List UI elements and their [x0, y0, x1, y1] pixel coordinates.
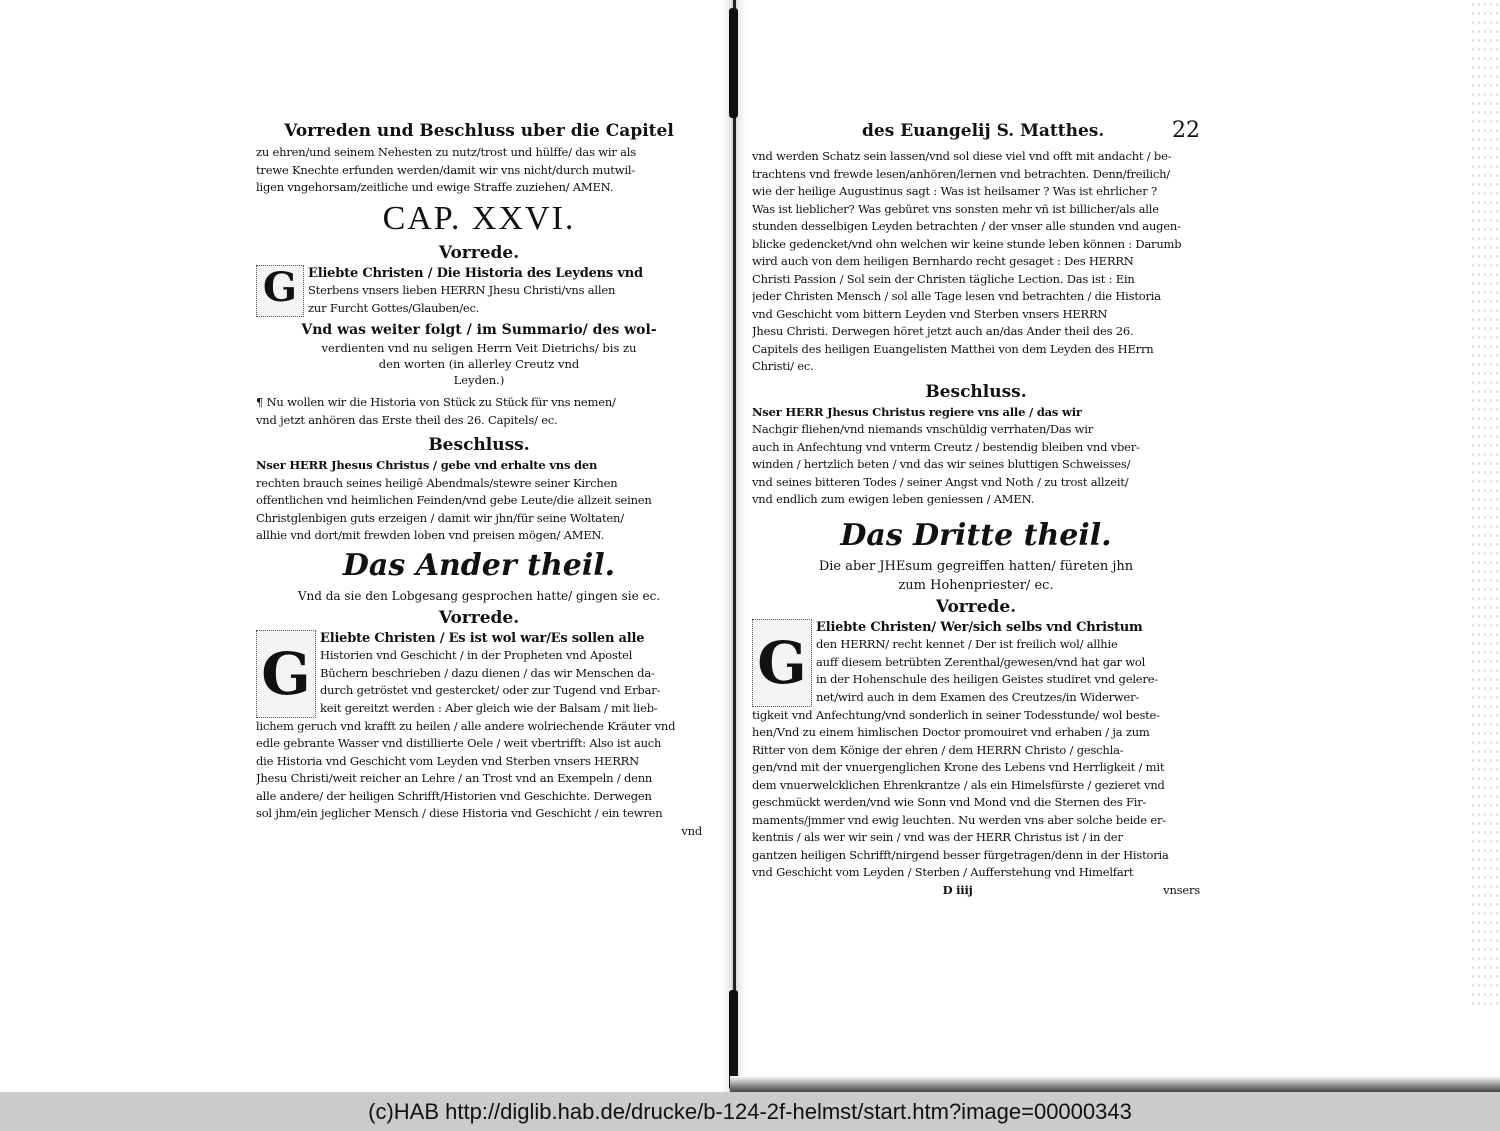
- part-heading: Das Ander theil.: [342, 547, 616, 583]
- copyright-footer: (c)HAB http://diglib.hab.de/drucke/b-124-2f-helmst/start.htm?image=00000343: [0, 1092, 1500, 1131]
- catchword-row: [752, 882, 1200, 900]
- text-line: vnd Geschicht vom bittern Leyden vnd Sterben vnsers HERRN: [752, 306, 1108, 321]
- chapter-heading: CAP. XXVI.: [382, 199, 576, 237]
- running-head: des Euangelij S. Matthes.: [862, 121, 1105, 141]
- right-page: [752, 118, 1200, 899]
- text-line: durch getröstet vnd gestercket/ oder zur Tugend vnd Erbar-: [320, 683, 661, 697]
- text-line: jeder Christen Mensch / sol alle Tage lesen vnd betrachten / die Historia: [752, 289, 1161, 303]
- text-line: sol jhm/ein jeglicher Mensch / diese Historia vnd Geschicht / ein tewren: [256, 806, 663, 820]
- text-line: vnd Geschicht vom Leyden / Sterben / Aufferstehung vnd Himelfart: [752, 865, 1134, 879]
- text-line: tigkeit vnd Anfechtung/vnd sonderlich in seiner Todesstunde/ wol beste-: [752, 707, 1160, 722]
- decorated-initial: G: [256, 265, 304, 318]
- text-line: vnd seines bitteren Todes / seiner Angst vnd Noth / zu trost allzeit/: [752, 474, 1129, 489]
- text-line: Capitels des heiligen Euangelisten Matthei von dem Leyden des HErrn: [752, 341, 1154, 356]
- text-line: Was ist lieblicher? Was gebüret vns sonsten mehr vñ ist billicher/als alle: [752, 201, 1159, 216]
- text-line: den worten (in allerley Creutz vnd: [378, 357, 580, 371]
- page-number: 22: [1172, 118, 1200, 143]
- section-heading: Vorrede.: [935, 596, 1017, 617]
- section-heading: Beschluss.: [428, 435, 530, 455]
- text-line: in der Hohenschule des heiligen Geistes studiret vnd gelere-: [816, 672, 1158, 686]
- text-line: net/wird auch in dem Examen des Creutzes/in Widerwer-: [816, 689, 1140, 704]
- spine-line: [733, 0, 736, 1092]
- text-line: Jhesu Christi/weit reicher an Lehre / an Trost vnd an Exempeln / denn: [256, 771, 653, 785]
- section-heading: Vorrede.: [438, 242, 520, 263]
- body-block: [752, 707, 1200, 882]
- text-line: Leyden.): [453, 373, 505, 387]
- text-line: verdienten vnd nu seligen Herrn Veit Dietrichs/ bis zu: [321, 341, 637, 355]
- decorated-paragraph: [752, 619, 1200, 707]
- text-line: offentlichen vnd heimlichen Feinden/vnd gebe Leute/die allzeit seinen: [256, 493, 652, 507]
- running-head: Vorreden und Beschluss uber die Capitel: [284, 121, 674, 141]
- text-line: die Historia vnd Geschicht vom Leyden vnd Sterben vnsers HERRN: [256, 753, 639, 768]
- beschluss-block: [256, 457, 702, 545]
- text-line: trewe Knechte erfunden werden/damit wir vns nicht/durch mutwil-: [256, 162, 635, 177]
- page-edge-texture: [1470, 0, 1500, 1010]
- text-line: trachtens vnd frewde lesen/anhören/lernen vnd betrachten. Denn/freilich/: [752, 166, 1170, 181]
- text-line: rechten brauch seines heiligē Abendmals/stewre seiner Kirchen: [256, 475, 618, 490]
- text-line: gen/vnd mit der vnuergenglichen Krone des Lebens vnd Herrligkeit / mit: [752, 760, 1165, 774]
- text-line: Christi Passion / Sol sein der Christen tägliche Lection. Das ist : Ein: [752, 271, 1135, 286]
- text-line: hen/Vnd zu einem himlischen Doctor promouiret vnd erhaben / ja zum: [752, 725, 1150, 739]
- text-line: Christi/ ec.: [752, 359, 814, 373]
- text-line: maments/jmmer vnd ewig leuchten. Nu werden vns aber solche beide er-: [752, 812, 1166, 827]
- text-line: winden / hertzlich beten / vnd das wir seines bluttigen Schweisses/: [752, 457, 1131, 471]
- spine-shadow-top: [729, 8, 738, 118]
- text-line: vnd werden Schatz sein lassen/vnd sol diese viel vnd offt mit andacht / be-: [752, 149, 1172, 163]
- text-line: vnd endlich zum ewigen leben geniessen / AMEN.: [752, 492, 1035, 506]
- left-page: [256, 118, 702, 840]
- spine-shadow-bottom: [729, 990, 738, 1090]
- text-line: Eliebte Christen/ Wer/sich selbs vnd Christum: [816, 619, 1143, 635]
- text-line: Jhesu Christi. Derwegen höret jetzt auch an/das Ander theil des 26.: [752, 324, 1134, 338]
- text-line: gantzen heiligen Schrifft/nirgend besser fürgetragen/denn in der Historia: [752, 847, 1169, 862]
- section-heading: Beschluss.: [925, 381, 1027, 402]
- part-subheading: zum Hohenpriester/ ec.: [898, 577, 1054, 593]
- nu-block: [256, 394, 702, 429]
- text-line: kentnis / als wer wir sein / vnd was der HERR Christus ist / in der: [752, 830, 1123, 844]
- part-heading: Das Dritte theil.: [840, 517, 1112, 553]
- text-line: Nachgir fliehen/vnd niemands vnschüldig verrhaten/Das wir: [752, 422, 1094, 436]
- text-line: Historien vnd Geschicht / in der Propheten vnd Apostel: [320, 648, 633, 662]
- decorated-initial: G: [752, 619, 812, 707]
- catchword: vnsers: [1163, 882, 1200, 897]
- catchword-row: [256, 823, 702, 841]
- text-line: edle gebrante Wasser vnd distillierte Oele / weit vbertrifft: Also ist auch: [256, 736, 662, 750]
- text-line: ligen vngehorsam/zeitliche und ewige Straffe zuziehen/ AMEN.: [256, 180, 614, 194]
- text-line: keit gereitzt werden : Aber gleich wie der Balsam / mit lieb-: [320, 700, 658, 715]
- text-line: Vnd was weiter folgt / im Summario/ des wol-: [301, 322, 657, 338]
- text-line: den HERRN/ recht kennet / Der ist freilich wol/ allhie: [816, 637, 1118, 651]
- text-line: Eliebte Christen / Es ist wol war/Es sollen alle: [320, 630, 645, 646]
- text-line: alle andere/ der heiligen Schrifft/Historien vnd Geschichte. Derwegen: [256, 788, 652, 803]
- decorated-paragraph: [256, 265, 702, 318]
- text-line: Nser HERR Jhesus Christus regiere vns alle / das wir: [752, 404, 1082, 419]
- text-line: dem vnuerwelcklichen Ehrenkrantze / als ein Himelsfürste / gezieret vnd: [752, 777, 1165, 792]
- text-line: wie der heilige Augustinus sagt : Was ist heilsamer ? Was ist ehrlicher ?: [752, 184, 1157, 198]
- text-line: zu ehren/und seinem Nehesten zu nutz/trost und hülffe/ das wir als: [256, 145, 636, 159]
- section-heading: Vorrede.: [438, 607, 520, 628]
- text-line: stunden desselbigen Leyden betrachten / der vnser alle stunden vnd augen-: [752, 219, 1181, 233]
- text-line: Büchern beschrieben / dazu dienen / das wir Menschen da-: [320, 665, 655, 680]
- text-line: ¶ Nu wollen wir die Historia von Stück zu Stück für vns nemen/: [256, 395, 616, 409]
- summary-block: [256, 321, 702, 388]
- text-line: wird auch von dem heiligen Bernhardo recht gesaget : Des HERRN: [752, 254, 1134, 268]
- signature-mark: D iiij: [942, 882, 973, 897]
- text-line: Eliebte Christen / Die Historia des Leydens vnd: [308, 265, 643, 281]
- text-line: Ritter von dem Könige der ehren / dem HERRN Christo / geschla-: [752, 742, 1124, 757]
- catchword: vnd: [681, 823, 702, 838]
- text-line: allhie vnd dort/mit frewden loben vnd preisen mögen/ AMEN.: [256, 528, 605, 542]
- text-line: Christglenbigen guts erzeigen / damit wir jhn/für seine Woltaten/: [256, 510, 624, 525]
- part-subheading: Vnd da sie den Lobgesang gesprochen hatte/ gingen sie ec.: [297, 588, 661, 603]
- text-line: zur Furcht Gottes/Glauben/ec.: [308, 300, 480, 315]
- decorated-initial: G: [256, 630, 316, 718]
- text-line: vnd jetzt anhören das Erste theil des 26. Capitels/ ec.: [256, 412, 558, 427]
- text-line: Sterbens vnsers lieben HERRN Jhesu Christi/vns allen: [308, 283, 616, 297]
- intro-block: [256, 144, 702, 197]
- decorated-paragraph: [256, 630, 702, 718]
- text-line: lichem geruch vnd krafft zu heilen / alle andere wolriechende Kräuter vnd: [256, 718, 676, 733]
- page-bottom-edge: [730, 1076, 1500, 1092]
- body-block: [256, 718, 702, 823]
- text-line: geschmückt werden/vnd wie Sonn vnd Mond vnd die Sternen des Fir-: [752, 795, 1147, 809]
- text-line: Nser HERR Jhesus Christus / gebe vnd erhalte vns den: [256, 458, 598, 472]
- part-subheading: Die aber JHEsum gegreiffen hatten/ füreten jhn: [818, 558, 1134, 574]
- text-line: auff diesem betrübten Zerenthal/gewesen/vnd hat gar wol: [816, 654, 1146, 669]
- text-line: auch in Anfechtung vnd vnterm Creutz / bestendig bleiben vnd vber-: [752, 439, 1140, 454]
- beschluss-block: [752, 404, 1200, 509]
- top-block: [752, 148, 1200, 376]
- text-line: blicke gedencket/vnd ohn welchen wir keine stunde leben können : Darumb: [752, 236, 1182, 251]
